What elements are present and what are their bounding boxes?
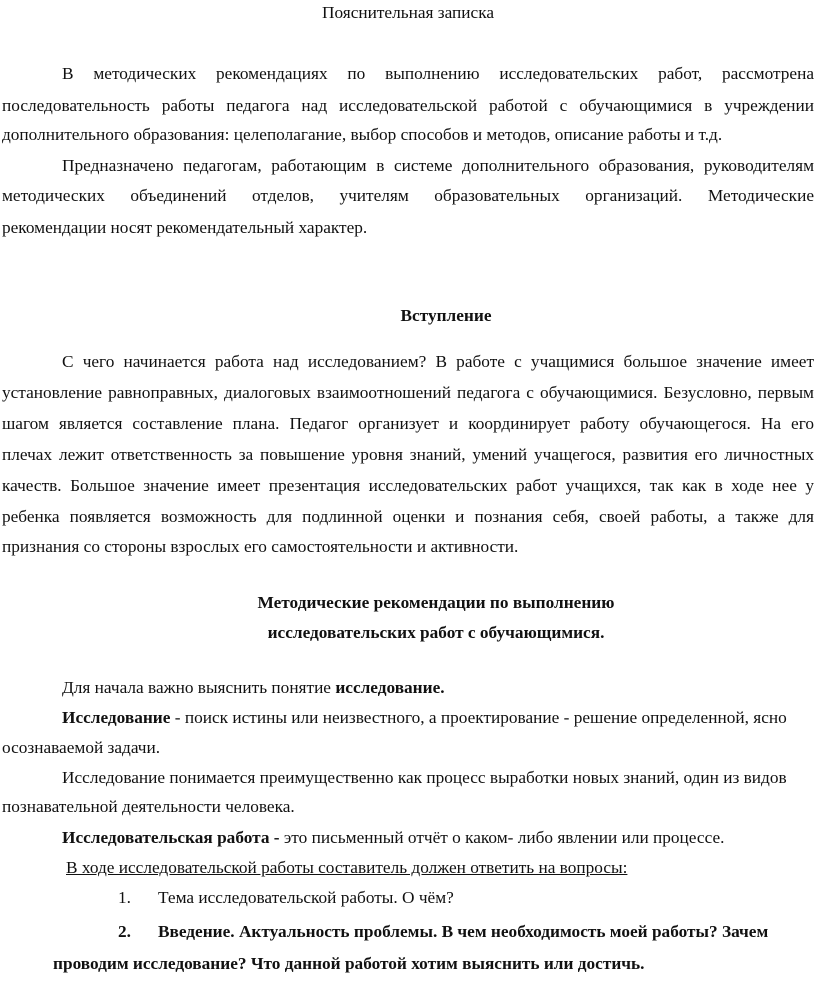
definition-text: это письменный отчёт о каком- либо явлении или процессе. [279, 828, 725, 847]
questions-intro: В ходе исследовательской работы составитель должен ответить на вопросы: [66, 858, 628, 877]
purpose-paragraph-line: рекомендации носят рекомендательный характер. [2, 218, 368, 237]
introduction-text-line: установление равноправных, диалоговых взаимоотношений педагога с обучающимися. Безусловно, первым [2, 383, 814, 402]
question-item [118, 888, 814, 908]
definition-research [62, 708, 814, 728]
definition-continuation: осознаваемой задачи. [2, 738, 161, 757]
definition-research-work [62, 828, 814, 848]
definition-term: Исследование [62, 708, 171, 727]
intro-paragraph-line: В методических рекомендациях по выполнению исследовательских работ, рассмотрена [62, 64, 814, 83]
section-heading-recommendations: исследовательских работ с обучающимися. [267, 623, 605, 642]
introduction-text-line: шагом является составление плана. Педагог организует и координирует работу обучающегося. На его [2, 414, 814, 433]
intro-paragraph-line: дополнительного образования: целеполагание, выбор способов и методов, описание работы и т.д. [2, 125, 723, 144]
document-title: Пояснительная записка [321, 3, 495, 22]
concept-line [62, 678, 814, 698]
intro-paragraph-line: последовательность работы педагога над исследовательской работой с обучающимися в учреждении [2, 96, 814, 115]
question-number: 2. [118, 922, 131, 941]
question-text: Тема исследовательской работы. О чём? [158, 888, 454, 907]
question-text: Введение. Актуальность проблемы. В чем необходимость моей работы? Зачем [158, 922, 769, 941]
introduction-text-line: признания со стороны взрослых его самостоятельности и активности. [2, 537, 519, 556]
section-heading-introduction: Вступление [400, 306, 492, 325]
question-number: 1. [118, 888, 131, 907]
introduction-text-line: качеств. Большое значение имеет презентация исследовательских работ учащихся, так как в ходе нее у [2, 476, 814, 495]
purpose-paragraph-line: методических объединений отделов, учителям образовательных организаций. Методические [2, 186, 814, 205]
research-description-line: Исследование понимается преимущественно как процесс выработки новых знаний, один из видов [62, 768, 787, 787]
definition-text: - поиск истины или неизвестного, а проектирование - решение определенной, ясно [170, 708, 787, 727]
definition-term: Исследовательская работа - [62, 828, 280, 847]
question-item [118, 922, 814, 942]
introduction-text-line: ребенка появляется возможность для подлинной оценки и познания себя, своей работы, а также для [2, 507, 814, 526]
section-heading-recommendations: Методические рекомендации по выполнению [257, 593, 615, 612]
introduction-text-line: С чего начинается работа над исследованием? В работе с учащимися большое значение имеет [62, 352, 814, 371]
introduction-text-line: плечах лежит ответственность за повышение уровня знаний, умений учащегося, развития его личностных [2, 445, 814, 464]
concept-term: исследование. [335, 678, 445, 697]
concept-prefix: Для начала важно выяснить понятие [62, 678, 336, 697]
purpose-paragraph-line: Предназначено педагогам, работающим в системе дополнительного образования, руководителям [62, 156, 814, 175]
question-continuation: проводим исследование? Что данной работой хотим выяснить или достичь. [53, 954, 645, 973]
research-description-line: познавательной деятельности человека. [2, 797, 295, 816]
